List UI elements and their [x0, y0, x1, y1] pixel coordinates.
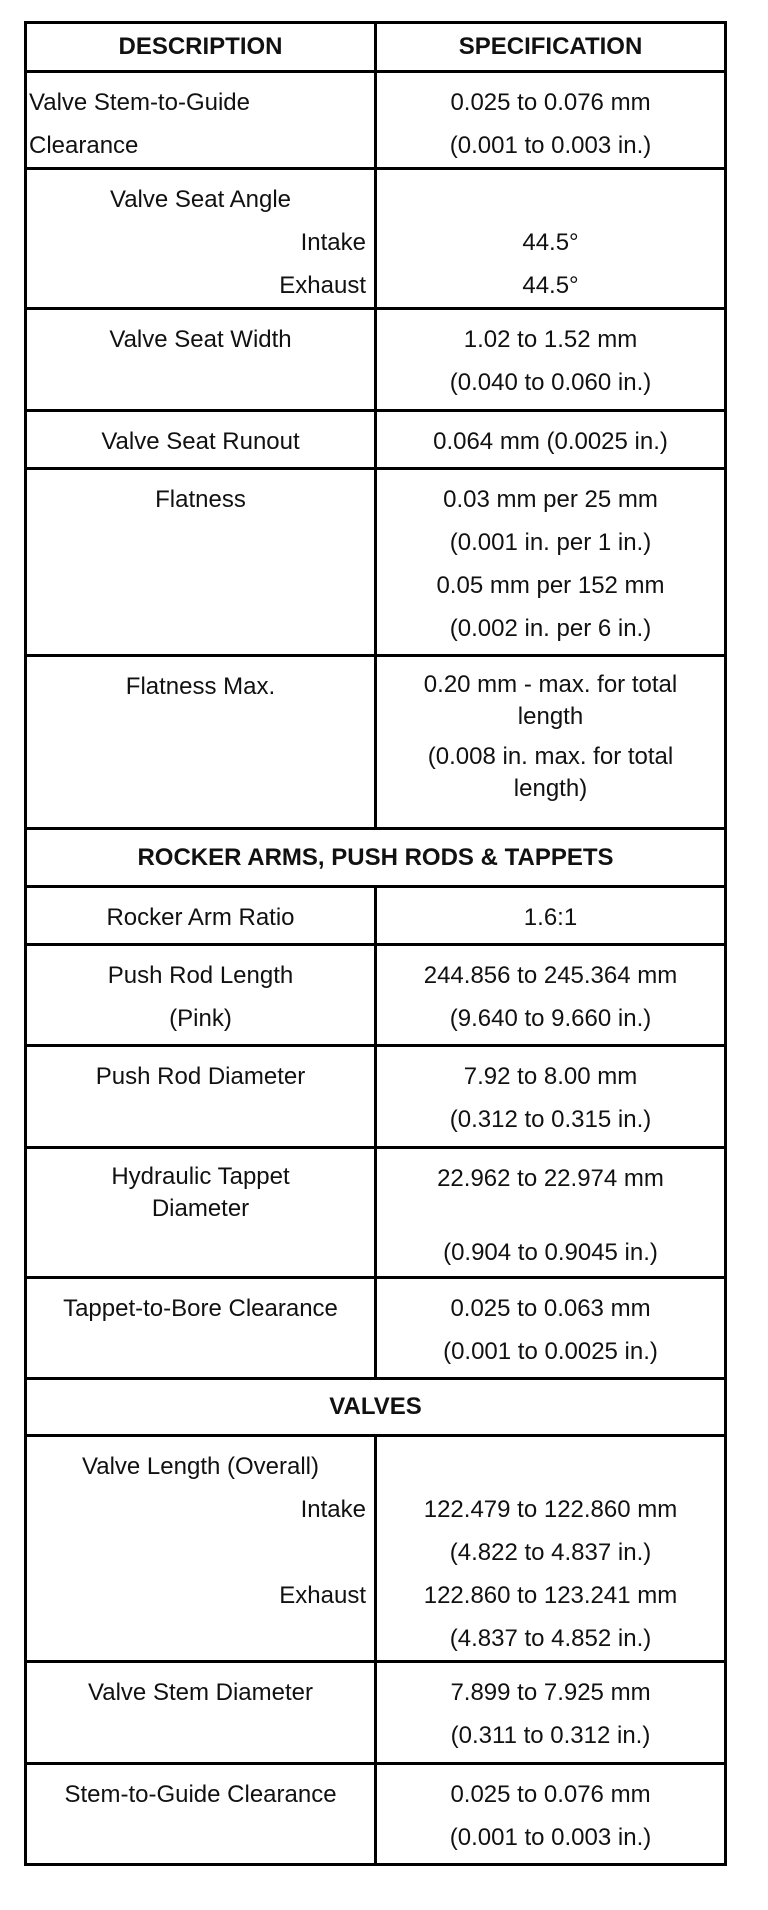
table-row [26, 411, 726, 469]
row-sublabel: Intake [300, 229, 366, 256]
row-spec: (0.001 in. per 1 in.) [449, 529, 652, 556]
row-description: Push Rod Length [107, 962, 294, 989]
row-spec: 0.03 mm per 25 mm [443, 486, 658, 513]
table-row [26, 1764, 726, 1865]
row-description: Valve Seat Angle [109, 186, 292, 213]
row-spec: 22.962 to 22.974 mm [437, 1165, 664, 1192]
row-description: Stem-to-Guide Clearance [64, 1781, 337, 1808]
row-spec: (4.837 to 4.852 in.) [449, 1625, 652, 1652]
table-row [26, 1046, 726, 1148]
row-spec [385, 1445, 716, 1488]
section-rocker-title: ROCKER ARMS, PUSH RODS & TAPPETS [26, 829, 726, 887]
specification-table [24, 21, 727, 1866]
row-spec: 0.025 to 0.076 mm [450, 1781, 651, 1808]
section-header-row [26, 829, 726, 887]
row-spec: (0.040 to 0.060 in.) [449, 369, 652, 396]
row-spec: (0.008 in. max. for total [427, 743, 674, 770]
row-description: Flatness [155, 486, 246, 513]
row-description: Rocker Arm Ratio [106, 904, 295, 931]
row-description: (Pink) [169, 1005, 232, 1032]
row-spec: 7.92 to 8.00 mm [463, 1063, 638, 1090]
table-row [26, 1148, 726, 1278]
row-description: Clearance [29, 132, 139, 159]
row-description: Diameter [151, 1195, 250, 1222]
specification-header: SPECIFICATION [376, 23, 726, 72]
row-spec: 44.5° [522, 272, 579, 299]
row-spec: 0.064 mm (0.0025 in.) [433, 428, 668, 455]
row-description: Hydraulic Tappet [111, 1163, 290, 1190]
table-row [26, 1278, 726, 1379]
row-sublabel: Exhaust [279, 272, 366, 299]
section-valves-title: VALVES [26, 1379, 726, 1436]
table-row [26, 656, 726, 829]
row-spec: (4.822 to 4.837 in.) [449, 1539, 652, 1566]
table-row [26, 469, 726, 656]
row-spec: (0.001 to 0.003 in.) [449, 132, 652, 159]
row-spec: length) [513, 775, 588, 802]
row-sublabel: Intake [300, 1496, 366, 1523]
row-description: Tappet-to-Bore Clearance [63, 1295, 338, 1322]
table-row [26, 1662, 726, 1764]
table-row [26, 169, 726, 309]
row-description: Flatness Max. [125, 673, 276, 700]
row-description: Valve Seat Runout [101, 428, 300, 455]
description-header: DESCRIPTION [26, 23, 376, 72]
row-spec: (0.312 to 0.315 in.) [449, 1106, 652, 1133]
row-description: Push Rod Diameter [95, 1063, 306, 1090]
row-spec [385, 178, 716, 221]
row-spec: 1.6:1 [523, 904, 578, 931]
row-spec: 0.05 mm per 152 mm [436, 572, 665, 599]
row-spec: (9.640 to 9.660 in.) [449, 1005, 652, 1032]
header-row [26, 23, 726, 72]
row-spec: 244.856 to 245.364 mm [423, 962, 678, 989]
row-spec: 7.899 to 7.925 mm [450, 1679, 651, 1706]
table-row [26, 309, 726, 411]
row-spec: (0.311 to 0.312 in.) [450, 1722, 651, 1749]
table-row [26, 887, 726, 945]
row-spec: 0.20 mm - max. for total [423, 671, 678, 698]
row-spec: (0.002 in. per 6 in.) [449, 615, 652, 642]
row-spec: (0.001 to 0.003 in.) [449, 1824, 652, 1851]
row-spec: 0.025 to 0.076 mm [450, 89, 651, 116]
row-description: Valve Stem-to-Guide [29, 89, 250, 116]
row-description: Valve Length (Overall) [82, 1453, 319, 1480]
table-row [26, 72, 726, 169]
row-spec: 1.02 to 1.52 mm [463, 326, 638, 353]
row-spec: 122.860 to 123.241 mm [423, 1582, 678, 1609]
row-spec: 44.5° [522, 229, 579, 256]
section-header-row [26, 1379, 726, 1436]
row-spec: length [517, 703, 584, 730]
table-row [26, 945, 726, 1046]
row-description: Valve Seat Width [109, 326, 292, 353]
row-sublabel: Exhaust [279, 1582, 366, 1609]
row-description: Valve Stem Diameter [88, 1679, 313, 1706]
row-spec: (0.904 to 0.9045 in.) [443, 1239, 658, 1266]
row-spec: 122.479 to 122.860 mm [423, 1496, 678, 1523]
row-spec: (0.001 to 0.0025 in.) [443, 1338, 658, 1365]
row-spec: 0.025 to 0.063 mm [450, 1295, 651, 1322]
table-row [26, 1436, 726, 1662]
